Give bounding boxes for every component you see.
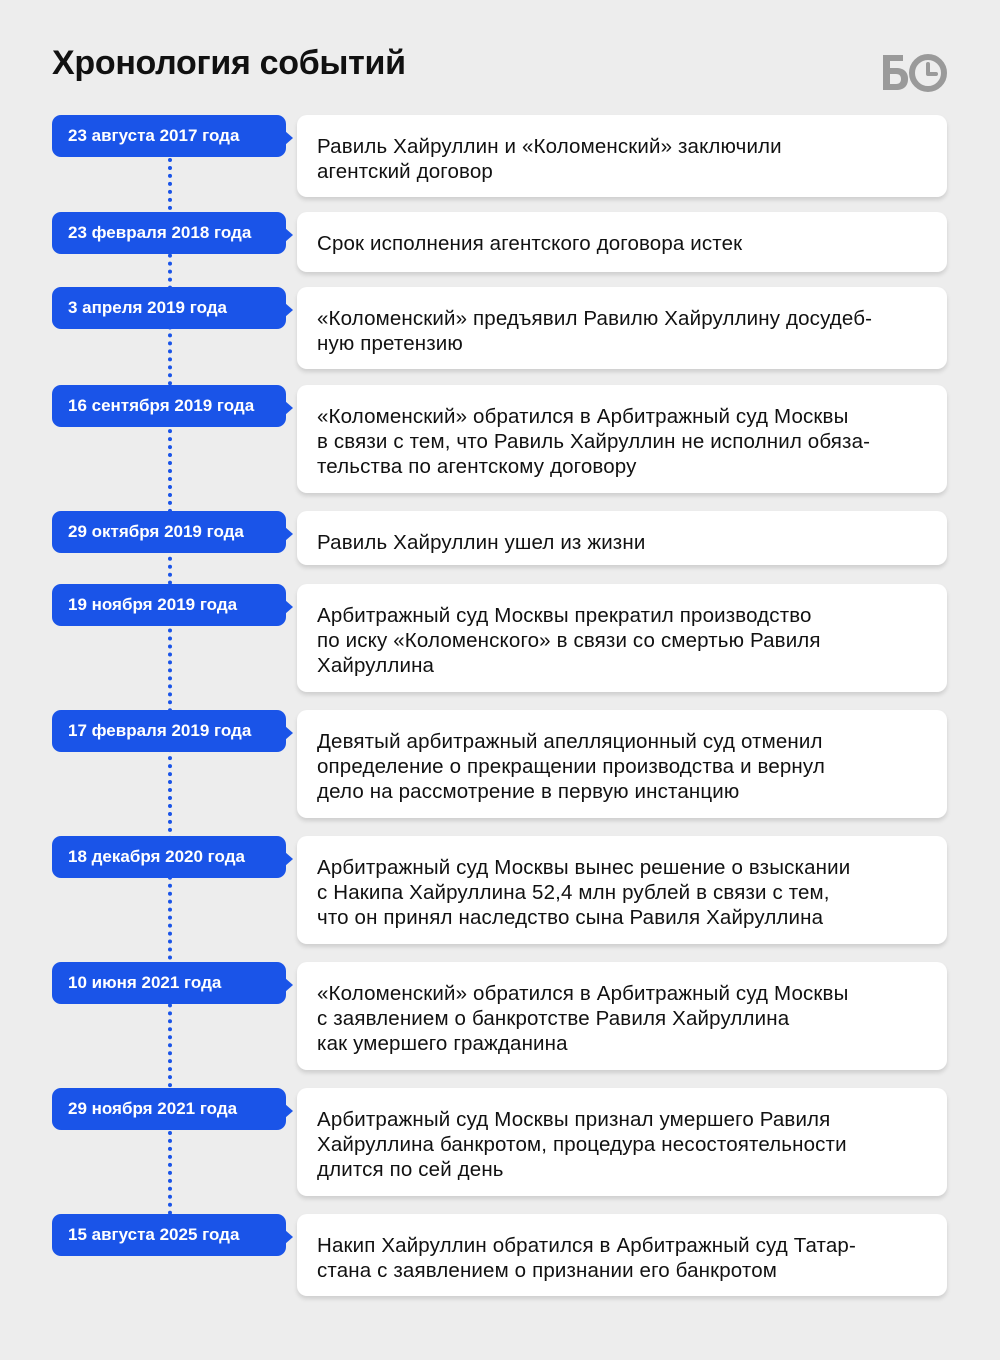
event-date: 29 октября 2019 года <box>52 511 286 553</box>
date-pointer <box>285 1104 293 1118</box>
event-text-line: Девятый арбитражный апелляционный суд отменил <box>317 730 823 753</box>
event-description <box>297 836 947 944</box>
date-pointer <box>285 303 293 317</box>
event-text-line: Арбитражный суд Москвы прекратил производство <box>317 604 812 627</box>
event-date: 29 ноября 2021 года <box>52 1088 286 1130</box>
event-description <box>297 511 947 565</box>
event-date: 15 августа 2025 года <box>52 1214 286 1256</box>
date-pointer <box>285 978 293 992</box>
event-text-line: по иску «Коломенского» в связи со смертью Равиля <box>317 629 821 652</box>
event-text-line: определение о прекращении производства и вернул <box>317 755 825 778</box>
event-text-line: агентский договор <box>317 160 493 183</box>
event-text-line: что он принял наследство сына Равиля Хайруллина <box>317 906 824 929</box>
event-description <box>297 115 947 197</box>
event-text-line: стана с заявлением о признании его банкротом <box>317 1259 778 1282</box>
event-date: 17 февраля 2019 года <box>52 710 286 752</box>
event-description <box>297 710 947 818</box>
event-text-line: Хайруллина банкротом, процедура несостоятельности <box>317 1133 847 1156</box>
event-text-line: ную претензию <box>317 332 463 355</box>
event-date: 10 июня 2021 года <box>52 962 286 1004</box>
event-text-line: «Коломенский» обратился в Арбитражный суд Москвы <box>317 405 849 428</box>
page-title: Хронология событий <box>52 44 406 82</box>
event-text-line: «Коломенский» обратился в Арбитражный суд Москвы <box>317 982 849 1005</box>
event-date: 3 апреля 2019 года <box>52 287 286 329</box>
event-text-line: Накип Хайруллин обратился в Арбитражный суд Татар- <box>317 1234 856 1257</box>
event-text-line: длится по сей день <box>317 1158 504 1181</box>
event-text-line: Равиль Хайруллин и «Коломенский» заключили <box>317 135 782 158</box>
event-date: 23 августа 2017 года <box>52 115 286 157</box>
date-pointer <box>285 852 293 866</box>
event-description <box>297 287 947 369</box>
event-description <box>297 385 947 493</box>
event-text-line: с Накипа Хайруллина 52,4 млн рублей в связи с тем, <box>317 881 830 904</box>
event-text-line: Арбитражный суд Москвы признал умершего Равиля <box>317 1108 831 1131</box>
event-text-line: Срок исполнения агентского договора истек <box>317 232 743 255</box>
event-text-line: тельства по агентскому договору <box>317 455 637 478</box>
event-text-line: в связи с тем, что Равиль Хайруллин не исполнил обяза- <box>317 430 871 453</box>
event-text-line: с заявлением о банкротстве Равиля Хайруллина <box>317 1007 790 1030</box>
date-pointer <box>285 228 293 242</box>
event-description <box>297 584 947 692</box>
date-pointer <box>285 1230 293 1244</box>
event-text-line: дело на рассмотрение в первую инстанцию <box>317 780 740 803</box>
event-description <box>297 962 947 1070</box>
date-pointer <box>285 726 293 740</box>
event-description <box>297 1214 947 1296</box>
date-pointer <box>285 527 293 541</box>
event-date: 19 ноября 2019 года <box>52 584 286 626</box>
event-text-line: «Коломенский» предъявил Равилю Хайруллину досудеб- <box>317 307 873 330</box>
event-date: 18 декабря 2020 года <box>52 836 286 878</box>
event-text-line: Хайруллина <box>317 654 435 677</box>
event-date: 16 сентября 2019 года <box>52 385 286 427</box>
date-pointer <box>285 401 293 415</box>
event-text-line: Арбитражный суд Москвы вынес решение о взыскании <box>317 856 851 879</box>
event-date: 23 февраля 2018 года <box>52 212 286 254</box>
date-pointer <box>285 131 293 145</box>
date-pointer <box>285 600 293 614</box>
bo-clock-logo-icon <box>880 52 950 94</box>
event-description <box>297 212 947 272</box>
event-text-line: как умершего гражданина <box>317 1032 568 1055</box>
event-text-line: Равиль Хайруллин ушел из жизни <box>317 531 646 554</box>
event-description <box>297 1088 947 1196</box>
